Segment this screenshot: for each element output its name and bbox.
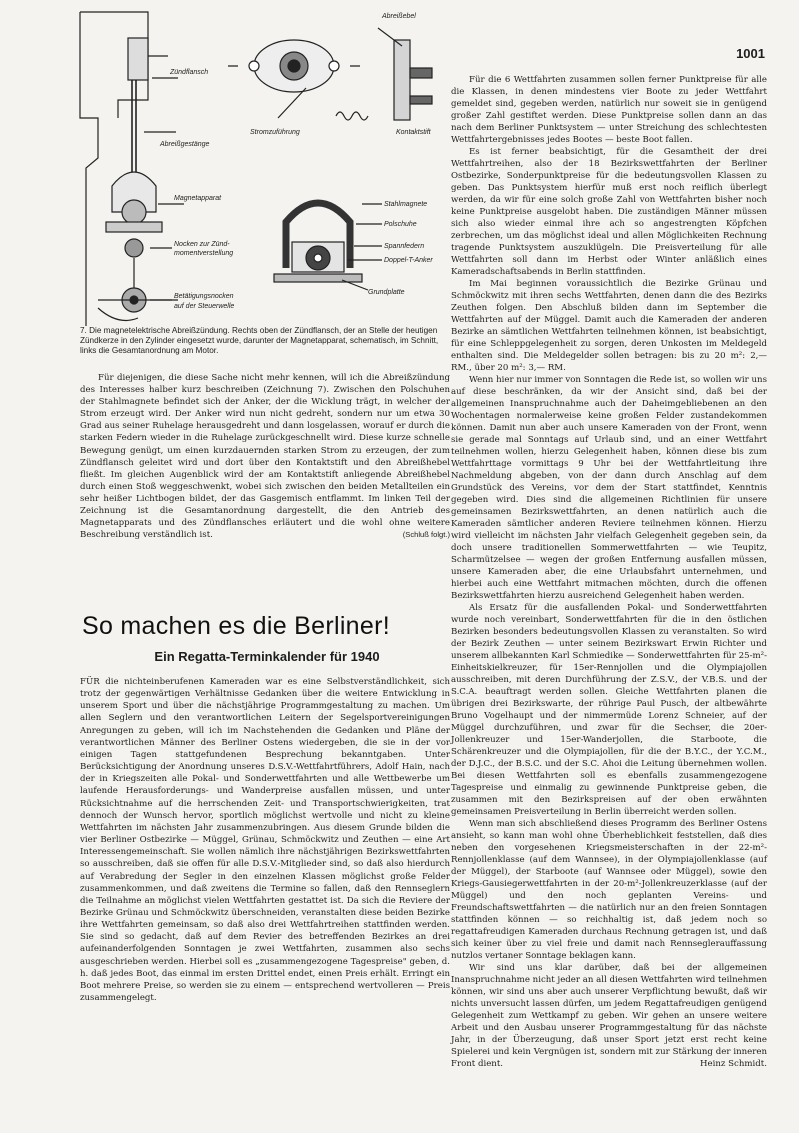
ignition-diagram [78,8,450,326]
paragraph-mai: Im Mai beginnen voraussichtlich die Bezirke Grünau und Schmöckwitz mit ihren sechs Wettfahrten, denen dann die des Bezirks Zeuthen folgen. Den Abschluß bilden dann im September die Wettfahrten auf der Müggel. Damit auch die Kameraden der anderen Bezirke an sämtlichen Wettfahrten teilnehmen können, ist beabsichtigt, für eine Schleppgelegenheit zu sorgen, deren Unkosten im Meldegeld enthalten sind. Die Meldegelder sollen betragen: bis zu 20 m²: 2,— RM., über 20 m²: 3,— RM. [451,279,767,373]
label-nocken-2: momentverstellung [174,250,234,257]
contact-assembly [394,40,410,120]
label-polschuhe: Polschuhe [384,221,417,228]
base-plate [274,274,362,282]
label-magnetapparat: Magnetapparat [174,195,222,202]
paragraph-schluss [451,962,767,1070]
author-signature: Heinz Schmidt. [700,1059,767,1069]
continuation-note: (Schluß folgt.) [402,530,450,540]
page-number: 1001 [736,46,765,61]
cam-upper [125,239,143,257]
paragraph-punktpreise: Für die 6 Wettfahrten zusammen sollen ferner Punktpreise für alle die Klassen, in denen mindestens vier Boote zu jeder Wettfahrt gemeldet sind, gegeben werden, natürlich nur soweit sie in genügend großer Zahl gestiftet werden. Diese Punktpreise sollen dann an das nach dem Berliner Punktsystem — unter Streichung des schlechtesten Wettfahrtergebnisses jedes Bootes — beste Boot fallen. [451,75,767,145]
label-zuendflansch: Zündflansch [170,69,209,76]
label-grundplatte: Grundplatte [368,289,405,296]
label-betaetigung-2: auf der Steuerwelle [174,303,235,310]
label-stahlmagnete: Stahlmagnete [384,201,428,208]
label-doppel-t-anker: Doppel-T-Anker [384,257,433,264]
paragraph-programm: Wenn man sich abschließend dieses Programm des Berliner Ostens ansieht, so kann man wohl ohne Überheblichkeit feststellen, daß dies neben den vorgesehenen Kriegsmeisterschaften in der 22-m²-Rennjollenklasse (auf dem Wannsee), in der Olympiajollenklasse (auf der Müggel), der Starboote (auf Wannsee oder Müggel), sowie den Kriegs-Gausiegerwettfahrten in der 20-m²-Jollenkreuzerklasse (auf der Müggel) und den noch geplanten Vereins- und Freundschaftswettfahrten — die natürlich nur an den freien Sonntagen stattfinden können — so reichhaltig ist, daß jedem noch so regattafreudigen Kameraden durchaus Rechnung getragen ist, und daß sich keiner über zu viel freie und damit nach Rennseglerauffassung nutzlos vertaner Sonntage beklagen kann. [451,819,767,961]
label-nocken-1: Nocken zur Zünd- [174,241,230,248]
ignition-paragraph [80,372,450,541]
article-left-column [80,676,450,1004]
engine-outline [80,12,98,326]
label-abreissgestaenge: Abreißgestänge [160,141,210,148]
spring-coil [336,112,368,120]
label-betaetigung-1: Betätigungsnocken [174,293,234,300]
paragraph-sonntage: Wenn hier nur immer von Sonntagen die Rede ist, so wollen wir uns auf diese beschränken, da wir der Ansicht sind, daß bei der allgemeinen Inanspruchnahme auch der Daheimgebliebenen an den Wochentagen normalerweise keine großen Felder zustandekommen können. Damit nun aber auch unsere Kameraden von der Front, wenn sie gerade mal Sonntags auf Urlaub sind, und an einer Wettfahrt teilnehmen wollen, hierzu Gelegenheit haben, können diese bis zum Wettfahrttage vormittags 9 Uhr bei der Wettfahrtleitung ihre Nachmeldung abgeben, von der dann durch Anschlag auf dem Grundstück des Vereins, vor dem der Start stattfindet, Kenntnis gegeben wird. Dies sind die allgemeinen Richtlinien für unsere gemeinsamen Bezirkswettfahrten, an denen natürlich auch die Kameraden sämtlicher anderen Reviere teilnehmen können. Hierzu wird vielleicht im nächsten Jahr vielfach Gelegenheit gegeben sein, da doch unsere traditionellen Sommerwettfahrten — wie Teupitz, Scharmützelsee — wegen der großen Entfernung ausfallen müssen, unsere Kameraden aber, die eine Urlaubsfahrt unternehmen, und hierbei auch eine Wettfahrt mitmachen möchten, durch die offenen Bezirkswettfahrten hierzu ausreichend Gelegenheit haben werden. [451,375,767,601]
article-right-column [451,74,767,1070]
paragraph-sonderpunktpreise: Es ist ferner beabsichtigt, für die Gesamtheit der drei Wettfahrtreihen, also der 18 Bezirkswettfahrten der Berliner Ostbezirke, Sonderpunktpreise für die bedeutungsvollen Klassen zu geben. Das Punktsystem hierfür muß erst noch reiflich überlegt werden, da wir für eine solch große Zahl von Wettfahrten bisher noch keine Punktpreise ausgelobt haben. Die zuständigen Männer müssen sich also wieder einmal ihre ach so angestrengten Köpfchen zerbrechen, um das möglichst ideal und allen Möglichkeiten Rechnung tragende Punktsystem auszuklügeln. Die Preisverteilung für alle Wettfahrten soll dann im Herbst oder Winter anläßlich eines Kameradschaftsabends in Berlin stattfinden. [451,147,767,277]
technical-drawing-figure [78,8,450,326]
label-spannfedern: Spannfedern [384,243,425,250]
label-abreissebel: Abreißebel [382,13,416,20]
article-title: So machen es die Berliner! [82,612,390,640]
label-stromzufuehrung: Stromzuführung [250,129,300,136]
zuendflansch-block [128,38,148,80]
left-column-top [80,372,450,541]
paragraph-ersatz: Als Ersatz für die ausfallenden Pokal- und Sonderwettfahrten wurde noch vereinbart, Sonderwettfahrten für die in den östlichen Bezirken besonders bedeutungsvollen Klassen zu veranstalten. So wird der Bezirk Zeuthen — unter seinem Bezirkswart Erwin Richter und unserem allbekannten Karl Schmiedike — Sonderwettfahrten für 25-m²-Einheitskielkreuzer, für 15er-Rennjollen und die Olympiajollen ausschreiben, mit deren Durchführung der Z.S.V., der V.B.S. und der S.C.A. beauftragt werden sollen. Gleiche Wettfahrten planen die übrigen drei Bezirkswarte, der rührige Paul Pusch, der altbewährte Bruno Vogelhaupt und der nimmermüde Lorenz Schneier, auf der Müggel durchzuführen, und zwar für die Sechser, die 20er-Jollenkreuzer und 15er-Wanderjollen, die Starboote, die Schärenkreuzer und die Olympiajollen, für die der B.Y.C., der Y.C.M., der D.J.C., der B.S.C. und der S.C. Ahoi die Leitung übernehmen wollen. Bei diesen Wettfahrten soll es ebenfalls zusammengezogene Tagespreise und einmalig zu gewinnende Punktpreise geben, die zusammen mit den Bezirkspreisen auf der oben erwähnten gemeinsamen Preisverteilung in Berlin überreicht werden sollen. [451,603,767,817]
figure-caption: 7. Die magnetelektrische Abreißzündung. Rechts oben der Zündflansch, der an Stelle der heutigen Zündkerze in den Zylinder eingesetzt wurde, darunter der Magnetapparat, schematisch, im Schnitt, links die Gesamtanordnung am Motor. [80,326,439,355]
article-intro-paragraph: FÜR die nichteinberufenen Kameraden war es eine Selbstverständlichkeit, sich trotz der gegenwärtigen Verhältnisse Gedanken über die weitere Entwicklung in unserem Sport und über die nächstjährige Programmgestaltung zu machen. Um allen Seglern und den verantwortlichen Leitern der Segelsportvereinigungen Anregungen zu geben, will ich im Nachstehenden die Gedanken und Pläne der verantwortlichen Männer des Berliner Ostens wiedergeben, die sie in der vor einigen Tagen stattgefundenen Besprechung bekanntgaben. Unter Berücksichtigung der Anordnung unseres D.S.V.-Wettfahrtführers, Adolf Hain, nach der in Kriegszeiten alle Pokal- und Sonderwettfahrten und alle Wettbewerbe um laufende Herausforderungs- und Wanderpreise ausfallen müssen, und unter Rücksichtnahme auf die herrschenden Zeit- und Transportschwierigkeiten, trat dennoch der Wunsch hervor, sportlich möglichst wertvolle und nicht zu kleine Wettfahrten im nächsten Jahr zusammenzubringen. Aus diesem Grunde bilden die vier Berliner Ostbezirke — Müggel, Grünau, Schmöckwitz und Zeuthen — eine Art Interessengemeinschaft. Sie wollen nämlich ihre nächstjährigen Bezirkswettfahrten so ausschreiben, daß sie offen für alle D.S.V.-Mitglieder sind, so daß also hierdurch auf Verabredung der Segler in den einzelnen Klassen möglichst große Felder zusammenkommen, und daß zweitens die Termine so fallen, daß den Rennseglern die Teilnahme an möglichst vielen Wettfahrten gestattet ist. Da sich die Reviere der Bezirke Grünau und Schmöckwitz überschneiden, veranstalten diese beiden Bezirke ihre Wettfahrten gemeinsam, so daß also drei Wettfahrtreihen stattfinden werden. Sie sind so gedacht, daß auf dem Revier des betreffenden Bezirkes an drei aufeinanderfolgenden Sonntagen je zwei Wettfahrten, zusammen also sechs ausgeschrieben werden. Hierbei soll es „zusammengezogene Tagespreise" geben, d. h. daß jedes Boot, das einmal im ersten Drittel endet, einen Preis erhält. Erringt ein Boot mehrere Preise, so werden sie zu einem — entsprechend wertvolleren — Preis zusammengelegt. [80,677,450,1004]
paragraph-schluss-text: Wir sind uns klar darüber, daß bei der allgemeinen Inanspruchnahme nicht jeder an all diesen Wettfahrten wird teilnehmen können, wir sind uns aber auch unserer Verpflichtung bewußt, daß wir nichts unversucht lassen dürfen, um jedem Regattafreudigen genügend Gelegenheit zum Wettkampf zu geben. Wir gehen an unsere weitere Arbeit und den Ausbau unserer Programmgestaltung für das nächste Jahr, in der Überzeugung, daß unser Sport jetzt erst recht keine Spielerei und kein Vergnügen ist, sondern mit zur Stärkung der inneren Front dient. [451,963,767,1069]
ignition-paragraph-text: Für diejenigen, die diese Sache nicht mehr kennen, will ich die Abreißzündung des Interesses halber kurz beschreiben (Zeichnung 7). Zwischen den Polschuhen der Stahlmagnete befindet sich der Anker, der die Wicklung trägt, in welcher der Strom erzeugt wird. Der Anker wird nun nicht gedreht, sondern nur um etwa 30 Grad aus seiner Ruhelage herausgedreht und dann losgelassen, worauf er durch die starken Federn wieder in die Ruhelage zurückgeschnellt wird. Diese kurze schnelle Bewegung genügt, um einen kurzdauernden starken Strom zu erzeugen, der zum Zündflansch geleitet wird und dort über den Kontaktstift und den Abreißhebel fließt. Im gleichen Augenblick wird der am Kontaktstift anliegende Abreißhebel durch einen Stoß weggeschwenkt, wobei sich zwischen den beiden Metallteilen ein sehr heißer Lichtbogen bildet, der das Gasgemisch entflammt. Im linken Teil der Zeichnung ist die Gesamtanordnung dargestellt, die den Antrieb des Magnetapparats und des Zündflansches erläutert und die wohl ohne weitere Beschreibung verständlich ist. [80,373,450,541]
article-subtitle: Ein Regatta-Terminkalender für 1940 [154,649,380,664]
label-kontaktstift: Kontaktstift [396,129,431,136]
